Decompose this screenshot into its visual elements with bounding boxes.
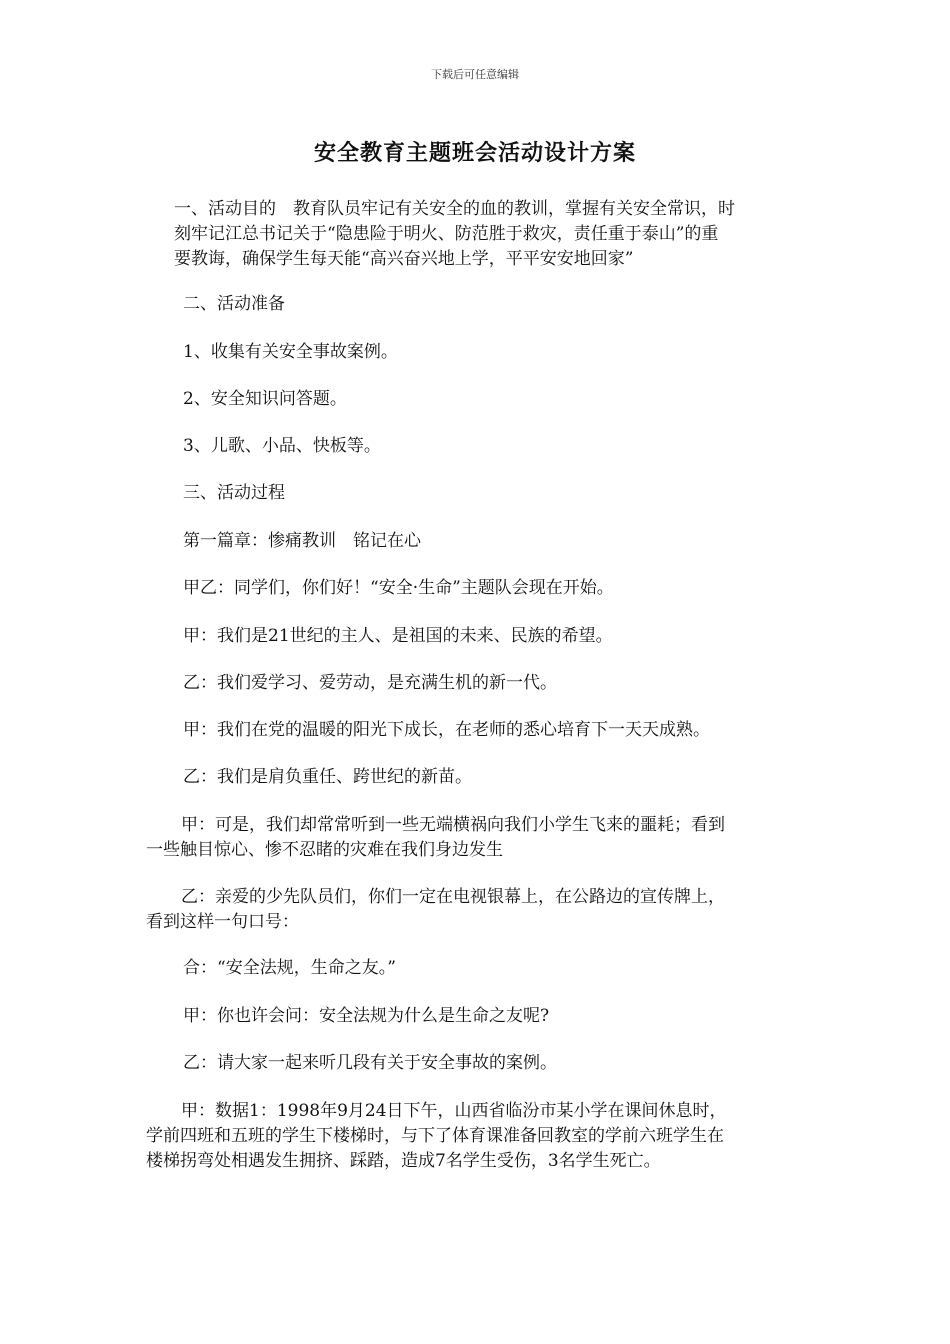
list-item xyxy=(183,340,398,365)
dialogue-line xyxy=(183,718,710,743)
paragraph-line: 甲：我们是21世纪的主人、是祖国的未来、民族的希望。 xyxy=(183,626,613,646)
page-header-note: 下载后可任意编辑 xyxy=(431,68,519,81)
paragraph-line: 合：“安全法规，生命之友。” xyxy=(183,958,396,978)
paragraph-line: 学前四班和五班的学生下楼梯时，与下了体育课准备回教室的学前六班学生在 xyxy=(146,1126,724,1146)
document-title: 安全教育主题班会活动设计方案 xyxy=(313,140,636,166)
chapter-heading xyxy=(183,529,421,554)
dialogue-line xyxy=(183,671,557,696)
dialogue-line xyxy=(146,813,725,863)
paragraph-line: 甲：可是，我们却常常听到一些无端横祸向我们小学生飞来的噩耗；看到 xyxy=(181,815,725,835)
paragraph-line: 2、安全知识问答题。 xyxy=(183,389,347,409)
list-item xyxy=(183,434,381,459)
paragraph-line: 二、活动准备 xyxy=(183,294,285,314)
case-data-paragraph xyxy=(146,1099,727,1174)
dialogue-line xyxy=(146,885,725,935)
dialogue-line xyxy=(183,1051,557,1076)
paragraph-line: 一、活动目的 教育队员牢记有关安全的血的教训，掌握有关安全常识，时 xyxy=(174,199,735,219)
paragraph-line: 甲：你也许会问：安全法规为什么是生命之友呢? xyxy=(183,1006,550,1026)
paragraph-line: 甲：我们在党的温暖的阳光下成长，在老师的悉心培育下一天天成熟。 xyxy=(183,720,710,740)
paragraph-line: 第一篇章：惨痛教训 铭记在心 xyxy=(183,531,421,551)
paragraph-line: 一些触目惊心、惨不忍睹的灾难在我们身边发生 xyxy=(146,840,503,860)
paragraph-line: 要教诲，确保学生每天能“高兴奋兴地上学，平平安安地回家” xyxy=(174,249,634,269)
dialogue-line xyxy=(183,576,614,601)
dialogue-line xyxy=(183,765,472,790)
paragraph-line: 看到这样一句口号： xyxy=(146,912,299,932)
dialogue-line xyxy=(183,956,396,981)
dialogue-line xyxy=(183,624,613,649)
paragraph-line: 甲：数据1：1998年9月24日下午，山西省临汾市某小学在课间休息时， xyxy=(181,1101,727,1121)
paragraph-line: 甲乙：同学们，你们好！“安全·生命”主题队会现在开始。 xyxy=(183,578,614,598)
section-heading-process xyxy=(183,481,285,506)
paragraph-line: 三、活动过程 xyxy=(183,483,285,503)
paragraph-line: 乙：我们是肩负重任、跨世纪的新苗。 xyxy=(183,767,472,787)
list-item xyxy=(183,387,347,412)
paragraph-line: 3、儿歌、小品、快板等。 xyxy=(183,436,381,456)
paragraph-purpose xyxy=(174,197,735,272)
section-heading-preparation xyxy=(183,292,285,317)
paragraph-line: 楼梯拐弯处相遇发生拥挤、踩踏，造成7名学生受伤，3名学生死亡。 xyxy=(146,1151,661,1171)
paragraph-line: 乙：亲爱的少先队员们，你们一定在电视银幕上，在公路边的宣传牌上， xyxy=(181,887,725,907)
paragraph-line: 刻牢记江总书记关于“隐患险于明火、防范胜于救灾，责任重于泰山”的重 xyxy=(174,224,719,244)
paragraph-line: 乙：请大家一起来听几段有关于安全事故的案例。 xyxy=(183,1053,557,1073)
paragraph-line: 乙：我们爱学习、爱劳动，是充满生机的新一代。 xyxy=(183,673,557,693)
dialogue-line xyxy=(183,1004,549,1029)
paragraph-line: 1、收集有关安全事故案例。 xyxy=(183,342,398,362)
